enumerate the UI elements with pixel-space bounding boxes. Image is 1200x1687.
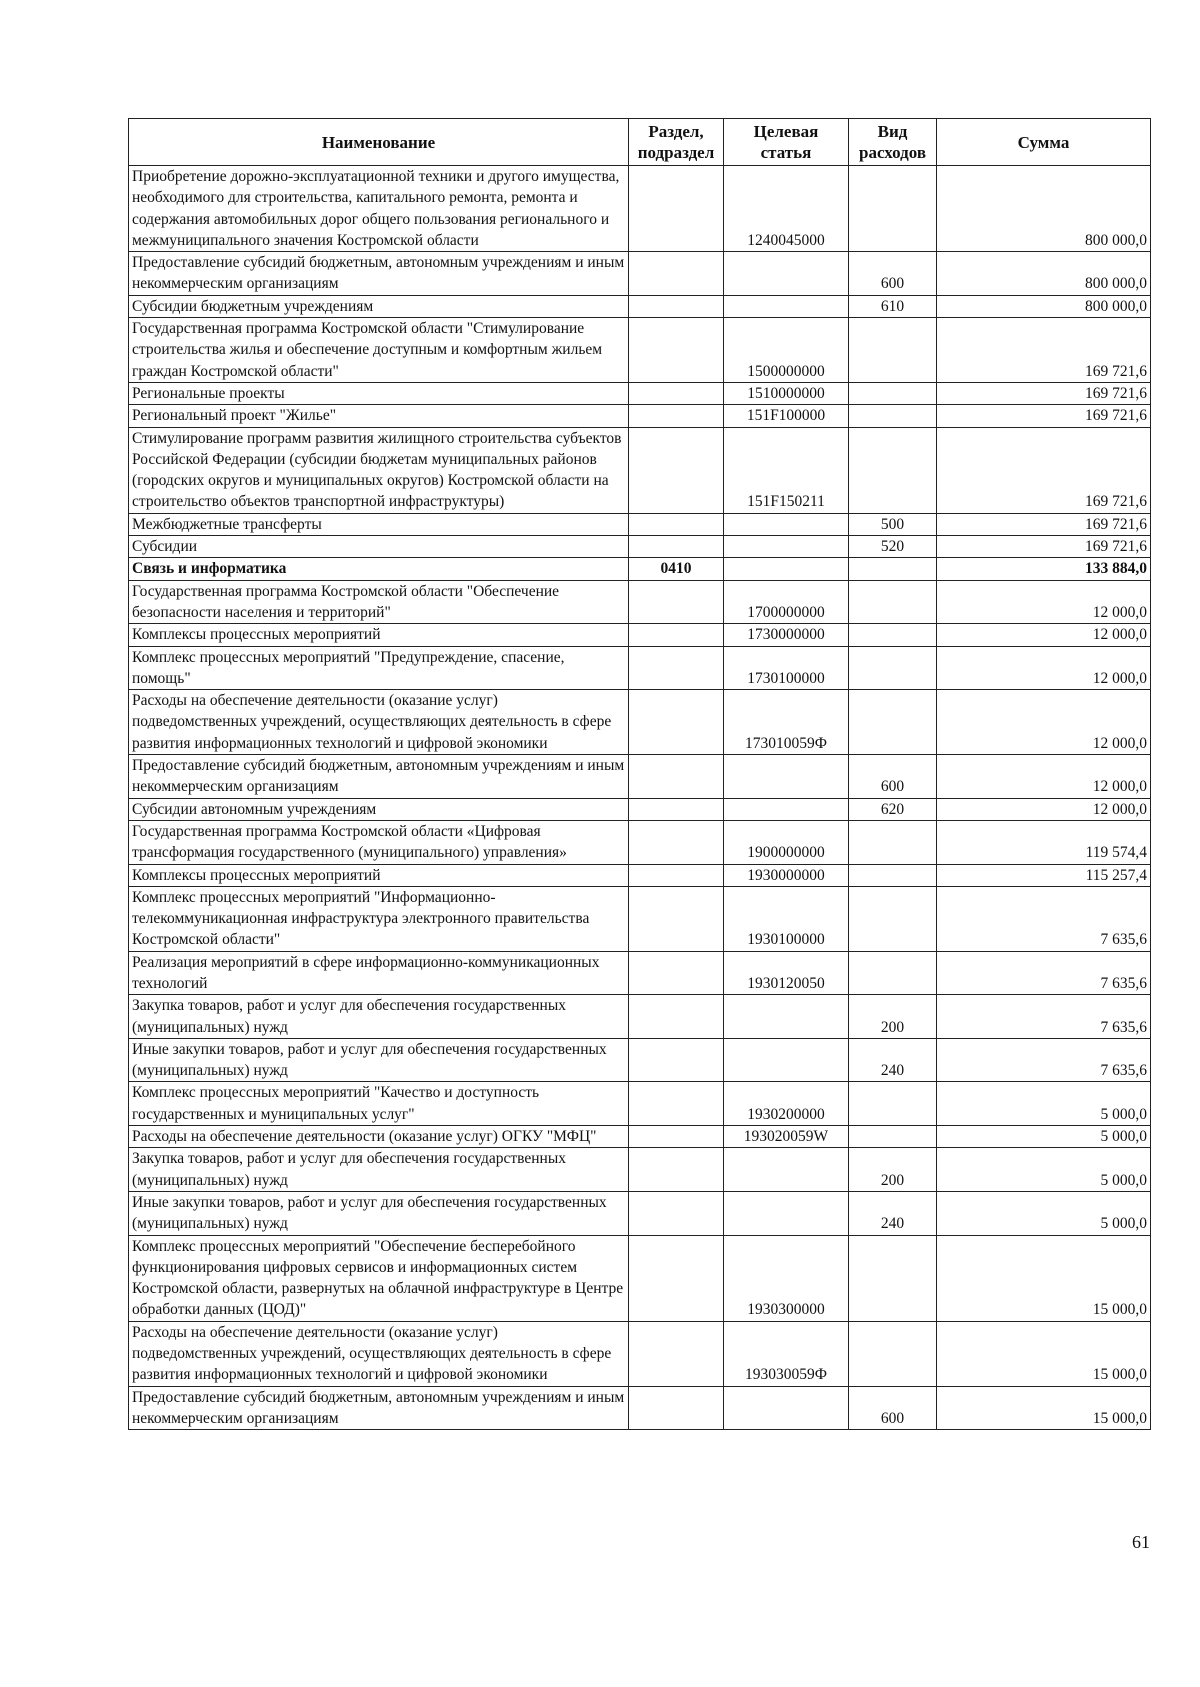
table-row [129, 382, 1151, 404]
row-target-code: 1930100000 [724, 886, 849, 951]
table-row [129, 886, 1151, 951]
row-section [629, 536, 724, 558]
row-expense-type: 200 [849, 1148, 937, 1192]
row-name: Расходы на обеспечение деятельности (оказание услуг) ОГКУ "МФЦ" [129, 1126, 629, 1148]
row-name: Субсидии [129, 536, 629, 558]
row-name: Комплекс процессных мероприятий "Информационно-телекоммуникационная инфраструктура электронного правительства Костромской области" [129, 886, 629, 951]
row-expense-type [849, 1082, 937, 1126]
table-row [129, 995, 1151, 1039]
row-expense-type [849, 951, 937, 995]
row-section [629, 1038, 724, 1082]
row-sum: 7 635,6 [937, 951, 1151, 995]
row-target-code: 1500000000 [724, 318, 849, 383]
row-target-code [724, 513, 849, 535]
row-target-code: 151F150211 [724, 427, 849, 513]
row-sum: 12 000,0 [937, 624, 1151, 646]
header-sum: Сумма [937, 119, 1151, 166]
row-sum: 5 000,0 [937, 1126, 1151, 1148]
row-sum: 115 257,4 [937, 864, 1151, 886]
header-type: Вид расходов [849, 119, 937, 166]
row-sum: 800 000,0 [937, 295, 1151, 317]
row-name: Комплексы процессных мероприятий [129, 864, 629, 886]
row-sum: 12 000,0 [937, 690, 1151, 755]
row-name: Расходы на обеспечение деятельности (оказание услуг) подведомственных учреждений, осуществляющих деятельность в сфере развития информационных технологий и цифровой экономики [129, 1321, 629, 1386]
budget-sheet [128, 118, 1150, 1430]
budget-table [128, 118, 1151, 1430]
row-target-code [724, 295, 849, 317]
row-sum: 15 000,0 [937, 1235, 1151, 1321]
table-header-row [129, 119, 1151, 166]
row-target-code: 173010059Ф [724, 690, 849, 755]
row-section [629, 1235, 724, 1321]
row-expense-type [849, 318, 937, 383]
table-row [129, 295, 1151, 317]
table-row [129, 755, 1151, 799]
row-target-code [724, 995, 849, 1039]
row-name: Комплекс процессных мероприятий "Качество и доступность государственных и муниципальных услуг" [129, 1082, 629, 1126]
row-section [629, 427, 724, 513]
row-sum: 169 721,6 [937, 318, 1151, 383]
row-expense-type [849, 166, 937, 252]
row-expense-type: 600 [849, 252, 937, 296]
row-section [629, 951, 724, 995]
row-name: Комплекс процессных мероприятий "Предупреждение, спасение, помощь" [129, 646, 629, 690]
row-section [629, 1321, 724, 1386]
row-name: Реализация мероприятий в сфере информационно-коммуникационных технологий [129, 951, 629, 995]
table-row [129, 864, 1151, 886]
row-section [629, 1386, 724, 1430]
table-row [129, 318, 1151, 383]
table-row [129, 405, 1151, 427]
row-section [629, 513, 724, 535]
row-expense-type: 600 [849, 755, 937, 799]
row-section [629, 995, 724, 1039]
row-sum: 800 000,0 [937, 166, 1151, 252]
row-sum: 169 721,6 [937, 536, 1151, 558]
header-section: Раздел, подраздел [629, 119, 724, 166]
row-expense-type: 520 [849, 536, 937, 558]
row-section [629, 252, 724, 296]
row-sum: 5 000,0 [937, 1082, 1151, 1126]
row-section [629, 1126, 724, 1148]
row-target-code: 1900000000 [724, 820, 849, 864]
row-target-code [724, 1191, 849, 1235]
table-row [129, 1191, 1151, 1235]
table-row [129, 1148, 1151, 1192]
row-name: Закупка товаров, работ и услуг для обеспечения государственных (муниципальных) нужд [129, 995, 629, 1039]
row-sum: 7 635,6 [937, 1038, 1151, 1082]
row-name: Субсидии автономным учреждениям [129, 798, 629, 820]
row-section [629, 646, 724, 690]
row-name: Иные закупки товаров, работ и услуг для обеспечения государственных (муниципальных) нужд [129, 1038, 629, 1082]
row-sum: 5 000,0 [937, 1148, 1151, 1192]
row-expense-type [849, 864, 937, 886]
table-row [129, 1386, 1151, 1430]
row-section [629, 886, 724, 951]
row-sum: 7 635,6 [937, 886, 1151, 951]
row-target-code: 1930200000 [724, 1082, 849, 1126]
row-expense-type [849, 624, 937, 646]
row-name: Иные закупки товаров, работ и услуг для обеспечения государственных (муниципальных) нужд [129, 1191, 629, 1235]
row-name: Приобретение дорожно-эксплуатационной техники и другого имущества, необходимого для строительства, капитального ремонта, ремонта и содержания автомобильных дорог общего пользования регионального и межмуниципального значения Костромской области [129, 166, 629, 252]
row-target-code: 1700000000 [724, 580, 849, 624]
row-expense-type: 500 [849, 513, 937, 535]
row-expense-type [849, 886, 937, 951]
row-section [629, 690, 724, 755]
row-name: Государственная программа Костромской области «Цифровая трансформация государственного (муниципального) управления» [129, 820, 629, 864]
row-section [629, 755, 724, 799]
row-name: Стимулирование программ развития жилищного строительства субъектов Российской Федерации (субсидии бюджетам муниципальных районов (городских округов и муниципальных округов) Костромской области на строительство объектов транспортной инфраструктуры) [129, 427, 629, 513]
row-expense-type [849, 427, 937, 513]
table-row [129, 558, 1151, 580]
table-row [129, 1321, 1151, 1386]
row-section [629, 318, 724, 383]
row-expense-type [849, 1126, 937, 1148]
header-name: Наименование [129, 119, 629, 166]
row-target-code [724, 755, 849, 799]
table-row [129, 1126, 1151, 1148]
row-sum: 15 000,0 [937, 1386, 1151, 1430]
table-row [129, 513, 1151, 535]
table-row [129, 690, 1151, 755]
table-row [129, 252, 1151, 296]
row-target-code: 1930000000 [724, 864, 849, 886]
row-expense-type [849, 690, 937, 755]
table-row [129, 798, 1151, 820]
row-section [629, 820, 724, 864]
row-name: Межбюджетные трансферты [129, 513, 629, 535]
row-section: 0410 [629, 558, 724, 580]
row-name: Региональный проект "Жилье" [129, 405, 629, 427]
row-expense-type: 610 [849, 295, 937, 317]
table-row [129, 580, 1151, 624]
row-section [629, 1082, 724, 1126]
row-name: Предоставление субсидий бюджетным, автономным учреждениям и иным некоммерческим организациям [129, 1386, 629, 1430]
row-name: Закупка товаров, работ и услуг для обеспечения государственных (муниципальных) нужд [129, 1148, 629, 1192]
table-row [129, 427, 1151, 513]
row-target-code [724, 1038, 849, 1082]
row-name: Субсидии бюджетным учреждениям [129, 295, 629, 317]
row-section [629, 864, 724, 886]
header-target: Целевая статья [724, 119, 849, 166]
row-sum: 12 000,0 [937, 798, 1151, 820]
row-name: Региональные проекты [129, 382, 629, 404]
row-target-code [724, 798, 849, 820]
page-number: 61 [1132, 1532, 1150, 1552]
row-name: Связь и информатика [129, 558, 629, 580]
row-expense-type: 600 [849, 1386, 937, 1430]
row-sum: 7 635,6 [937, 995, 1151, 1039]
table-row [129, 646, 1151, 690]
table-row [129, 1038, 1151, 1082]
row-section [629, 798, 724, 820]
row-section [629, 295, 724, 317]
row-name: Предоставление субсидий бюджетным, автономным учреждениям и иным некоммерческим организациям [129, 252, 629, 296]
row-section [629, 624, 724, 646]
row-sum: 12 000,0 [937, 755, 1151, 799]
row-expense-type [849, 558, 937, 580]
row-sum: 15 000,0 [937, 1321, 1151, 1386]
row-target-code: 193030059Ф [724, 1321, 849, 1386]
row-sum: 800 000,0 [937, 252, 1151, 296]
row-target-code [724, 252, 849, 296]
row-target-code [724, 536, 849, 558]
row-expense-type [849, 580, 937, 624]
row-target-code: 1930120050 [724, 951, 849, 995]
table-row [129, 1235, 1151, 1321]
row-section [629, 382, 724, 404]
row-sum: 169 721,6 [937, 382, 1151, 404]
row-target-code: 1730000000 [724, 624, 849, 646]
row-sum: 12 000,0 [937, 580, 1151, 624]
row-target-code [724, 558, 849, 580]
table-row [129, 951, 1151, 995]
row-expense-type: 240 [849, 1191, 937, 1235]
row-expense-type: 620 [849, 798, 937, 820]
row-target-code [724, 1386, 849, 1430]
row-name: Расходы на обеспечение деятельности (оказание услуг) подведомственных учреждений, осуществляющих деятельность в сфере развития информационных технологий и цифровой экономики [129, 690, 629, 755]
row-section [629, 1148, 724, 1192]
table-row [129, 820, 1151, 864]
row-sum: 12 000,0 [937, 646, 1151, 690]
row-expense-type [849, 405, 937, 427]
row-target-code: 193020059W [724, 1126, 849, 1148]
row-name: Предоставление субсидий бюджетным, автономным учреждениям и иным некоммерческим организациям [129, 755, 629, 799]
row-expense-type [849, 382, 937, 404]
row-target-code: 1510000000 [724, 382, 849, 404]
row-expense-type [849, 1321, 937, 1386]
table-row [129, 166, 1151, 252]
row-target-code [724, 1148, 849, 1192]
row-sum: 5 000,0 [937, 1191, 1151, 1235]
row-target-code: 151F100000 [724, 405, 849, 427]
row-sum: 169 721,6 [937, 513, 1151, 535]
table-row [129, 536, 1151, 558]
row-target-code: 1730100000 [724, 646, 849, 690]
table-row [129, 624, 1151, 646]
row-section [629, 166, 724, 252]
row-expense-type: 200 [849, 995, 937, 1039]
row-expense-type [849, 820, 937, 864]
row-expense-type [849, 1235, 937, 1321]
row-sum: 133 884,0 [937, 558, 1151, 580]
row-name: Государственная программа Костромской области "Стимулирование строительства жилья и обеспечение доступным и комфортным жильем граждан Костромской области" [129, 318, 629, 383]
row-section [629, 580, 724, 624]
row-expense-type: 240 [849, 1038, 937, 1082]
row-target-code: 1240045000 [724, 166, 849, 252]
row-section [629, 405, 724, 427]
table-row [129, 1082, 1151, 1126]
row-name: Комплекс процессных мероприятий "Обеспечение бесперебойного функционирования цифровых сервисов и информационных систем Костромской области, развернутых на облачной инфраструктуре в Центре обработки данных (ЦОД)" [129, 1235, 629, 1321]
row-expense-type [849, 646, 937, 690]
row-sum: 169 721,6 [937, 427, 1151, 513]
row-name: Государственная программа Костромской области "Обеспечение безопасности населения и территорий" [129, 580, 629, 624]
row-sum: 169 721,6 [937, 405, 1151, 427]
row-sum: 119 574,4 [937, 820, 1151, 864]
row-name: Комплексы процессных мероприятий [129, 624, 629, 646]
row-target-code: 1930300000 [724, 1235, 849, 1321]
row-section [629, 1191, 724, 1235]
